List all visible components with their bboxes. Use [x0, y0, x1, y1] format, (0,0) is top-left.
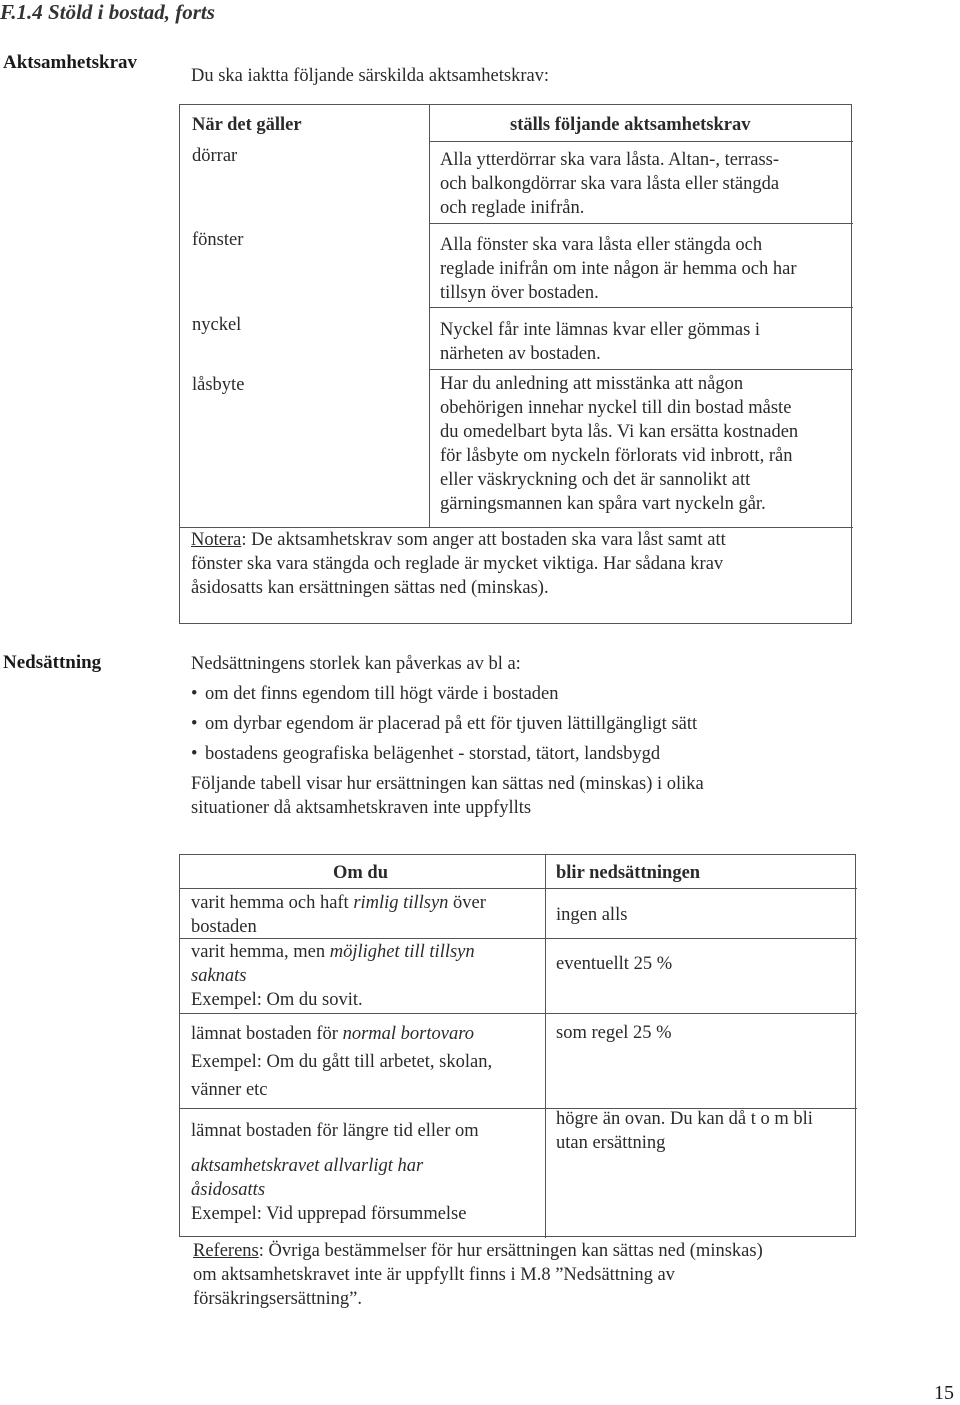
row-item-dorrar: dörrar: [192, 146, 238, 166]
text-line: [191, 891, 486, 915]
table-divider: [429, 307, 853, 308]
text-line: Exempel: Om du gått till arbetet, skolan,: [191, 1052, 493, 1072]
table-divider: [180, 1013, 857, 1014]
text-line: [191, 1178, 466, 1202]
note-block: [191, 528, 831, 600]
text-line: närheten av bostaden.: [440, 344, 601, 364]
table-row-4-condition-b: [191, 1154, 466, 1226]
text-line: [191, 940, 475, 964]
table-divider: [429, 369, 853, 370]
row-item-nyckel: nyckel: [192, 315, 242, 335]
bullet-icon: •: [191, 684, 198, 704]
note-line: fönster ska vara stängda och reglade är mycket viktiga. Har sådana krav: [191, 554, 724, 574]
text-line: högre än ovan. Du kan då t o m bli: [556, 1109, 813, 1129]
text-line: [191, 964, 475, 988]
text-line: Har du anledning att misstänka att någon: [440, 374, 744, 394]
col-header-om-du: Om du: [333, 863, 389, 883]
table-row-4-condition-a: lämnat bostaden för längre tid eller om: [191, 1121, 479, 1141]
text-line: Exempel: Vid upprepad försummelse: [191, 1204, 467, 1224]
table-row-1-condition: [191, 891, 486, 939]
text-span: åsidosatts: [191, 1180, 266, 1200]
col-header-blir-nedsattningen: blir nedsättningen: [556, 863, 701, 883]
note-line: [191, 528, 831, 552]
text-span: varit hemma, men: [191, 942, 330, 962]
text-line: du omedelbart byta lås. Vi kan ersätta kostnaden: [440, 422, 799, 442]
text-span: möjlighet till tillsyn: [329, 942, 475, 962]
row-text-dorrar: [440, 148, 779, 220]
page-header: F.1.4 Stöld i bostad, forts: [0, 0, 215, 24]
reference-label: Referens: [193, 1241, 259, 1261]
table-row-4-result: [556, 1107, 813, 1155]
row-text-fonster: [440, 233, 797, 305]
table-divider: [545, 855, 546, 1238]
bullet-text: om det finns egendom till högt värde i bostaden: [205, 684, 559, 704]
text-span: saknats: [191, 966, 247, 986]
nedsattning-after: [191, 772, 704, 820]
bullet-icon: •: [191, 744, 198, 764]
note-line: åsidosatts kan ersättningen sättas ned (minskas).: [191, 578, 549, 598]
text-line: eller väskryckning och det är sannolikt att: [440, 470, 751, 490]
text-line: Alla fönster ska vara låsta eller stängda och: [440, 235, 763, 255]
bullet-item: [191, 682, 559, 706]
table-row-3-result: som regel 25 %: [556, 1023, 672, 1043]
table-divider: [429, 223, 853, 224]
text-span: aktsamhetskravet allvarligt har: [191, 1156, 424, 1176]
text-line: gärningsmannen kan spåra vart nyckeln går.: [440, 494, 766, 514]
text-line: Exempel: Om du sovit.: [191, 990, 363, 1010]
table-divider: [429, 105, 430, 527]
text-span: lämnat bostaden för: [191, 1024, 343, 1044]
text-span: varit hemma och haft: [191, 893, 354, 913]
text-line: Nyckel får inte lämnas kvar eller gömmas i: [440, 320, 761, 340]
reference-line: [193, 1239, 873, 1263]
aktsamhet-intro: Du ska iaktta följande särskilda aktsamhetskrav:: [191, 66, 550, 86]
bullet-item: [191, 712, 697, 736]
reference-block: [193, 1239, 873, 1311]
col-header-nar-det-galler: När det gäller: [192, 115, 302, 135]
section-label-aktsamhetskrav: Aktsamhetskrav: [3, 52, 138, 73]
text-line: [191, 1154, 466, 1178]
table-row-2-condition: [191, 940, 475, 1012]
text-line: reglade inifrån om inte någon är hemma och har: [440, 259, 797, 279]
table-row-1-result: ingen alls: [556, 905, 628, 925]
table-divider: [429, 141, 853, 142]
text-line: Alla ytterdörrar ska vara låsta. Altan-, terrass-: [440, 150, 780, 170]
reference-text: : Övriga bestämmelser för hur ersättningen kan sättas ned (minskas): [258, 1241, 763, 1261]
row-text-lasbyte: [440, 372, 798, 516]
page-number: 15: [934, 1382, 954, 1404]
reference-line: försäkringsersättning”.: [193, 1289, 363, 1309]
note-text: : De aktsamhetskrav som anger att bostaden ska vara låst samt att: [241, 530, 726, 550]
bullet-icon: •: [191, 714, 198, 734]
text-line: Följande tabell visar hur ersättningen kan sättas ned (minskas) i olika: [191, 774, 704, 794]
bullet-item: [191, 742, 660, 766]
col-header-stalls: ställs följande aktsamhetskrav: [510, 115, 751, 135]
text-line: för låsbyte om nyckeln förlorats vid inbrott, rån: [440, 446, 793, 466]
reference-line: om aktsamhetskravet inte är uppfyllt finns i M.8 ”Nedsättning av: [193, 1265, 675, 1285]
row-text-nyckel: [440, 318, 760, 366]
row-item-fonster: fönster: [192, 230, 244, 250]
row-item-lasbyte: låsbyte: [192, 375, 245, 395]
text-line: obehörigen innehar nyckel till din bostad måste: [440, 398, 792, 418]
text-line: och reglade inifrån.: [440, 198, 585, 218]
text-line: tillsyn över bostaden.: [440, 283, 599, 303]
table-divider: [180, 888, 857, 889]
text-line: utan ersättning: [556, 1133, 666, 1153]
bullet-text: om dyrbar egendom är placerad på ett för tjuven lättillgängligt sätt: [205, 714, 698, 734]
text-line: situationer då aktsamhetskraven inte uppfyllts: [191, 798, 532, 818]
table-row-2-result: eventuellt 25 %: [556, 954, 673, 974]
nedsattning-intro: Nedsättningens storlek kan påverkas av bl a:: [191, 654, 521, 674]
text-line: bostaden: [191, 917, 257, 937]
table-row-3-condition: [191, 1020, 492, 1104]
text-line: vänner etc: [191, 1080, 268, 1100]
note-label: Notera: [191, 530, 242, 550]
bullet-text: bostadens geografiska belägenhet - storstad, tätort, landsbygd: [205, 744, 661, 764]
text-span: normal bortovaro: [342, 1024, 474, 1044]
text-span: rimlig tillsyn: [353, 893, 449, 913]
text-line: och balkongdörrar ska vara låsta eller stängda: [440, 174, 780, 194]
text-span: över: [448, 893, 486, 913]
text-line: [191, 1020, 492, 1048]
section-label-nedsattning: Nedsättning: [3, 652, 102, 673]
